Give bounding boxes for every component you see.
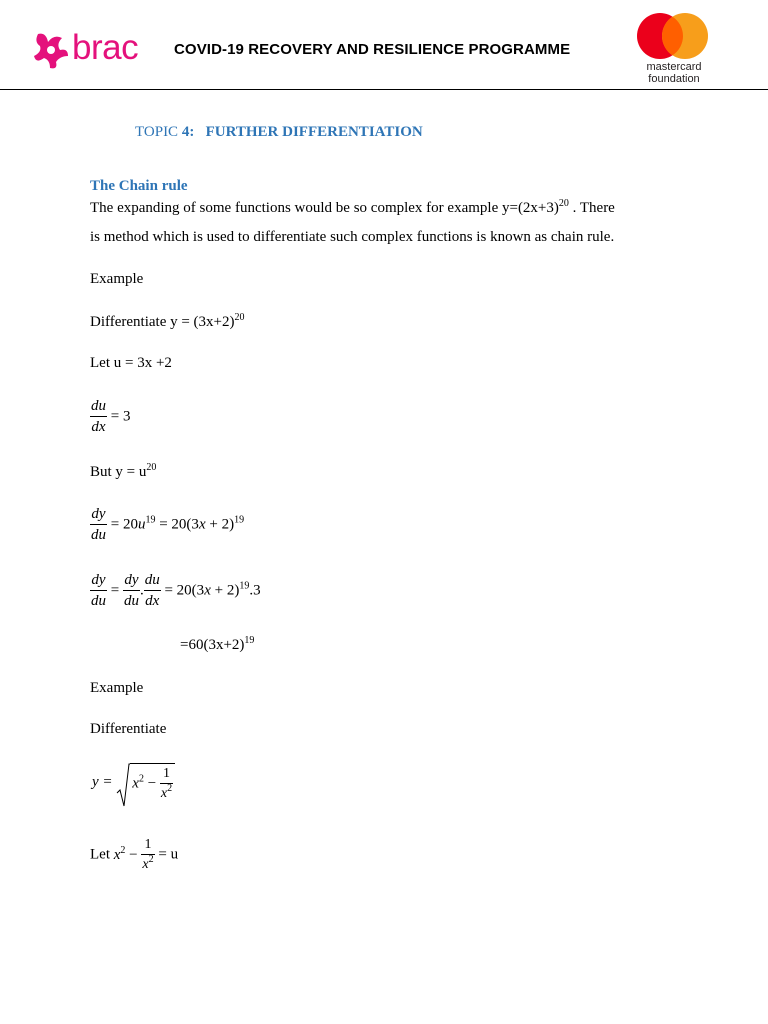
- example-1-let-u: Let u = 3x +2: [90, 355, 172, 371]
- sqrt-equation: y = $x^2$ − $\frac{1}{x^2}$: [92, 763, 175, 813]
- mastercard-foundation-logo: [636, 12, 710, 60]
- example-1-label: Example: [90, 271, 144, 287]
- example-2-differentiate: Differentiate: [90, 721, 167, 737]
- brac-wordmark: brac: [72, 28, 139, 67]
- section-heading: The Chain rule: [90, 178, 188, 194]
- programme-title: COVID-19 RECOVERY AND RESILIENCE PROGRAMME: [174, 41, 571, 58]
- topic-prefix: TOPIC: [135, 124, 182, 140]
- foundation-label: foundation: [648, 73, 700, 85]
- but-y-equals: But $y = u^{20}$: [90, 462, 157, 480]
- intro-line-2: is method which is used to differentiate such complex functions is known as chain rule.: [90, 229, 615, 245]
- example-2-label: Example: [90, 680, 144, 696]
- brac-logo: [32, 30, 72, 72]
- brac-logo-icon: [32, 30, 72, 72]
- chain-rule-equation: $\frac{dy}{du}$ = $\frac{dy}{du}$ . $\frac{du}{dx}$ = $20(3x + 2)^{19}.3$: [91, 572, 261, 609]
- topic-name: FURTHER DIFFERENTIATION: [205, 124, 423, 140]
- sqrt-expression: $x^2$ − $\frac{1}{x^2}$: [116, 763, 175, 801]
- radical-sign-icon: [116, 763, 130, 809]
- header-divider: [0, 89, 768, 90]
- topic-number: 4:: [181, 124, 195, 140]
- intro-line-1: The expanding of some functions would be so complex for example $y=(2x+3)^{20}$ . There: [90, 198, 615, 216]
- mastercard-label: mastercard: [646, 61, 702, 73]
- du-dx-equation: $\frac{du}{dx}$ = 3: [91, 398, 131, 435]
- topic-title: [135, 124, 423, 141]
- dy-du-equation: $\frac{dy}{du}$ = $20u^{19} = 20(3x + 2)^{19}$: [91, 506, 245, 543]
- example-1-differentiate: Differentiate $y = (3x+2)^{20}$: [90, 312, 245, 330]
- mastercard-circles-icon: [636, 12, 710, 60]
- let-substitution: Let $x^2$ − $\frac{1}{x^2}$ = u: [90, 837, 179, 872]
- example-1-result: $=60(3x+2)^{19}$: [180, 635, 255, 653]
